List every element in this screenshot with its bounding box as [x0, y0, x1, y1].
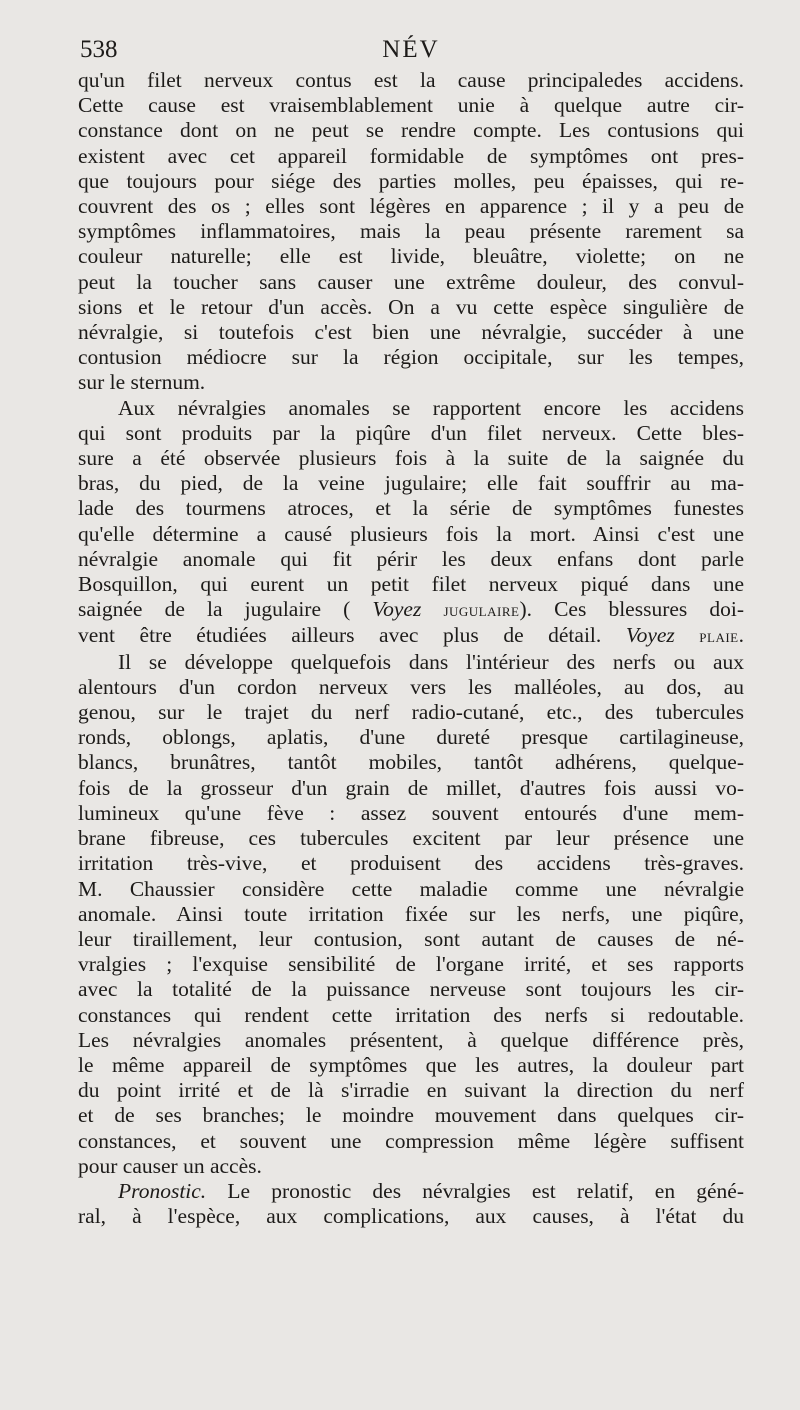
text-line — [78, 776, 744, 801]
line-text: blancs, brunâtres, tantôt mobiles, tantôt adhérens, quelque- — [78, 750, 744, 775]
line-text: qu'un filet nerveux contus est la cause principaledes accidens. — [78, 68, 744, 92]
text-line — [78, 1204, 744, 1229]
line-text: M. Chaussier considère cette maladie comme une névralgie — [78, 876, 744, 901]
text-line — [78, 1154, 744, 1179]
text-line — [78, 270, 744, 295]
line-text: que toujours pour siége des parties molles, peu épaisses, qui re- — [78, 168, 744, 193]
section-heading: Pronostic. — [118, 1178, 207, 1203]
line-text: Les névralgies anomales présentent, à quelque différence près, — [78, 1027, 744, 1052]
line-text: lade des tourmens atroces, et la série de symptômes funestes — [78, 496, 744, 521]
text-line — [78, 826, 744, 851]
text-line — [78, 1179, 744, 1204]
line-text: pour causer un accès. — [78, 1153, 262, 1178]
text-line — [78, 496, 744, 521]
line-text: vent être étudiées ailleurs avec plus de détail. — [78, 623, 602, 648]
text-line — [78, 421, 744, 446]
line-text: Aux névralgies anomales se rapportent encore les accidens — [118, 395, 744, 420]
text-line — [78, 700, 744, 725]
text-line — [78, 169, 744, 194]
text-line — [78, 927, 744, 952]
text-line — [78, 320, 744, 345]
line-text: Il se développe quelquefois dans l'intérieur des nerfs ou aux — [118, 649, 744, 674]
text-line — [78, 902, 744, 927]
text-line — [78, 471, 744, 496]
line-text: alentours d'un cordon nerveux vers les malléoles, au dos, au — [78, 674, 744, 699]
line-text: symptômes inflammatoires, mais la peau présente rarement sa — [78, 219, 744, 244]
line-text: et de ses branches; le moindre mouvement dans quelques cir- — [78, 1103, 744, 1128]
line-text: brane fibreuse, ces tubercules excitent par leur présence une — [78, 826, 744, 851]
text-line — [78, 345, 744, 370]
text-line — [78, 446, 744, 471]
text-line — [78, 675, 744, 700]
text-line — [78, 118, 744, 143]
text-line — [78, 1003, 744, 1028]
line-text: irritation très-vive, et produisent des accidens très-graves. — [78, 851, 744, 876]
text-line — [78, 597, 744, 623]
line-text: du point irrité et de là s'irradie en suivant la direction du nerf — [78, 1078, 744, 1103]
line-text: névralgie anomale qui fit périr les deux enfans dont parle — [78, 546, 744, 571]
line-text-tail: ). Ces blessures doi- — [519, 597, 744, 622]
text-line — [78, 750, 744, 775]
text-line — [78, 396, 744, 421]
text-line — [78, 650, 744, 675]
cross-reference-term: jugulaire — [443, 600, 520, 621]
text-line — [78, 1103, 744, 1128]
page-number: 538 — [80, 36, 118, 63]
line-text: névralgie, si toutefois c'est bien une névralgie, succéder à une — [78, 320, 744, 345]
text-line — [78, 1078, 744, 1103]
line-text: Le pronostic des névralgies est relatif, en géné- — [206, 1178, 744, 1203]
body-text — [78, 68, 744, 1229]
text-line — [78, 623, 744, 649]
line-text: le même appareil de symptômes que les autres, la douleur part — [78, 1052, 744, 1077]
text-line — [78, 370, 744, 395]
line-text: qui sont produits par la piqûre d'un filet nerveux. Cette bles- — [78, 420, 744, 445]
line-text: lumineux qu'une fève : assez souvent entourés d'une mem- — [78, 800, 744, 825]
line-text: sure a été observée plusieurs fois à la suite de la saignée du — [78, 446, 744, 471]
line-text: sions et le retour d'un accès. On a vu cette espèce singulière de — [78, 294, 744, 319]
text-line — [78, 1053, 744, 1078]
line-text: genou, sur le trajet du nerf radio-cutané, etc., des tubercules — [78, 700, 744, 725]
line-text: vralgies ; l'exquise sensibilité de l'organe irrité, et ses rapports — [78, 952, 744, 977]
line-text: Bosquillon, qui eurent un petit filet nerveux piqué dans une — [78, 572, 744, 597]
text-line — [78, 1028, 744, 1053]
line-text: fois de la grosseur d'un grain de millet, d'autres fois aussi vo- — [78, 775, 744, 800]
text-line — [78, 1129, 744, 1154]
line-text: qu'elle détermine a causé plusieurs fois la mort. Ainsi c'est une — [78, 521, 744, 546]
text-line — [78, 572, 744, 597]
line-text: sur le sternum. — [78, 370, 206, 395]
text-line — [78, 219, 744, 244]
text-line — [78, 68, 744, 93]
text-line — [78, 93, 744, 118]
line-text: contusion médiocre sur la région occipitale, sur les tempes, — [78, 345, 744, 370]
line-text: peut la toucher sans causer une extrême douleur, des convul- — [78, 269, 744, 294]
text-line — [78, 977, 744, 1002]
text-line — [78, 851, 744, 876]
line-text-tail: . — [738, 623, 744, 648]
text-line — [78, 244, 744, 269]
text-line — [78, 144, 744, 169]
line-text: bras, du pied, de la veine jugulaire; elle fait souffrir au ma- — [78, 471, 744, 496]
text-line — [78, 801, 744, 826]
text-line — [78, 547, 744, 572]
text-line — [78, 522, 744, 547]
line-text: existent avec cet appareil formidable de symptômes ont pres- — [78, 143, 744, 168]
text-line — [78, 194, 744, 219]
text-line — [78, 295, 744, 320]
line-text: anomale. Ainsi toute irritation fixée sur les nerfs, une piqûre, — [78, 901, 744, 926]
line-text: constances, et souvent une compression même légère suffisent — [78, 1128, 744, 1153]
line-text: ral, à l'espèce, aux complications, aux causes, à l'état du — [78, 1204, 744, 1229]
line-text: couvrent des os ; elles sont légères en apparence ; il y a peu de — [78, 194, 744, 219]
line-text: couleur naturelle; elle est livide, bleuâtre, violette; on ne — [78, 244, 744, 269]
text-line — [78, 725, 744, 750]
line-text: Cette cause est vraisemblablement unie à quelque autre cir- — [78, 93, 744, 118]
line-text: constance dont on ne peut se rendre compte. Les contusions qui — [78, 118, 744, 143]
page-header — [80, 36, 742, 68]
line-text: constances qui rendent cette irritation des nerfs si redoutable. — [78, 1002, 744, 1027]
line-text: ronds, oblongs, aplatis, d'une dureté presque cartilagineuse, — [78, 725, 744, 750]
cross-reference-term: plaie — [699, 626, 739, 647]
line-text: leur tiraillement, leur contusion, sont autant de causes de né- — [78, 926, 744, 951]
text-line — [78, 877, 744, 902]
running-head: NÉV — [382, 36, 440, 63]
text-line — [78, 952, 744, 977]
cross-reference-voyez: Voyez — [372, 597, 422, 622]
cross-reference-voyez: Voyez — [625, 623, 675, 648]
line-text: avec la totalité de la puissance nerveuse sont toujours les cir- — [78, 977, 744, 1002]
line-text: saignée de la jugulaire ( — [78, 597, 351, 622]
